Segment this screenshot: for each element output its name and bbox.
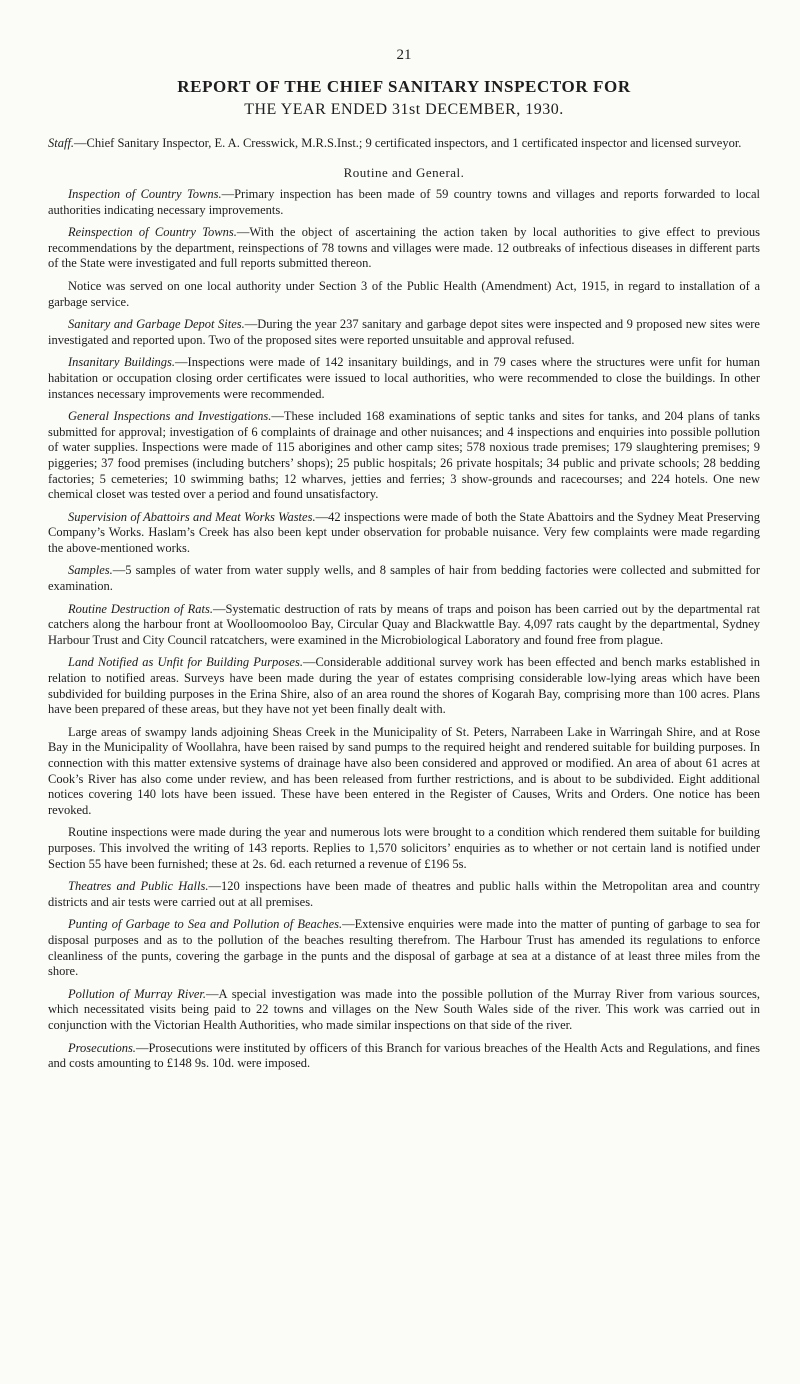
page-number: 21 xyxy=(396,47,412,63)
paragraph-heading: Reinspection of Country Towns. xyxy=(68,225,237,240)
paragraph-heading: Prosecutions. xyxy=(68,1040,136,1055)
report-paragraph xyxy=(48,279,760,310)
report-paragraph xyxy=(48,825,760,872)
paragraph-text: —With the object of ascertaining the action taken by local authorities to give effect to previous recommendations by the department, reinspections of 78 towns and villages were made. 12 outbreaks of infectious diseases in different parts of the State were investigated and full reports submitted thereon. xyxy=(48,225,761,271)
staff-text: —Chief Sanitary Inspector, E. A. Cresswick, M.R.S.Inst.; 9 certificated inspectors, and 1 certificated inspector and licensed surveyor. xyxy=(74,136,742,150)
paragraph-text: —Extensive enquiries were made into the matter of punting of garbage to sea for disposal purposes and as to the pollution of the beaches resulting therefrom. The Harbour Trust has amended its regulations to enforce cleanliness of the punts, covering the garbage in the punts and the disposal of garbage at sea at a distance of at least three miles from the shore. xyxy=(48,917,760,979)
paragraph-text: —5 samples of water from water supply wells, and 8 samples of hair from bedding factories were collected and submitted for examination. xyxy=(48,563,760,594)
paragraph-text: —Systematic destruction of rats by means of traps and poison has been carried out by the departmental rat catchers along the harbour front at Woolloomooloo Bay, Circular Quay and Blackwattle Bay. 4,097 rats caught by the departmental, Sydney Harbour Trust and City Council ratcatchers, were examined in the Microbiological Laboratory and found free from plague. xyxy=(48,601,760,647)
report-paragraph xyxy=(48,1041,760,1072)
paragraph-text: —Primary inspection has been made of 59 country towns and villages and reports forwarded to local authorities indicating necessary improvements. xyxy=(48,187,760,217)
paragraph-text: —Considerable additional survey work has been effected and bench marks established in relation to notified areas. Surveys have been made during the year of estates comprising considerable low-lying areas which have been subdivided for building purposes in the Erina Shire, also of an area round the shores of Kogarah Bay, comprising more than 100 acres. Plans have been prepared of these areas, but they have not yet been finally dealt with. xyxy=(48,655,760,717)
paragraph-heading: Inspection of Country Towns. xyxy=(68,187,222,201)
paragraph-text: —Prosecutions were instituted by officers of this Branch for various breaches of the Health Acts and Regulations, and fines and costs amounting to £148 9s. 10d. were imposed. xyxy=(48,1040,760,1071)
report-paragraph xyxy=(48,987,760,1034)
report-paragraph xyxy=(48,879,760,910)
report-paragraph xyxy=(48,655,760,717)
report-body xyxy=(48,187,760,1072)
paragraph-text: —Inspections were made of 142 insanitary buildings, and in 79 cases where the structures were unfit for human habitation or occupation closing order certificates were issued to local authorities, who were recommended to close the buildings. In other instances necessary improvements were recommended. xyxy=(48,355,760,401)
report-paragraph xyxy=(48,355,760,402)
paragraph-text: Notice was served on one local authority under Section 3 of the Public Health (Amendment) Act, 1915, in regard to installation of a garbage service. xyxy=(48,278,760,309)
paragraph-heading: Supervision of Abattoirs and Meat Works Wastes. xyxy=(68,509,316,524)
paragraph-text: Routine inspections were made during the year and numerous lots were brought to a condition which rendered them suitable for building purposes. This involved the writing of 143 reports. Replies to 1,570 solicitors’ enquiries as to whether or not certain land is notified under Section 55 have been furnished; these at 2s. 6d. each returned a revenue of £196 5s. xyxy=(48,825,760,871)
paragraph-heading: General Inspections and Investigations. xyxy=(68,409,272,424)
paragraph-heading: Samples. xyxy=(68,563,113,578)
paragraph-text: —A special investigation was made into the possible pollution of the Murray River from various sources, which necessitated visits being paid to 22 towns and villages on the New South Wales side of the river. This work was carried out in conjunction with the Victorian Health Authorities, who made similar inspections on that side of the river. xyxy=(48,986,761,1032)
report-paragraph xyxy=(48,317,760,348)
staff-paragraph xyxy=(48,135,760,151)
paragraph-heading: Land Notified as Unfit for Building Purposes. xyxy=(68,655,303,670)
report-subtitle: THE YEAR ENDED 31st DECEMBER, 1930. xyxy=(244,101,564,118)
report-paragraph xyxy=(48,510,760,557)
paragraph-text: —These included 168 examinations of septic tanks and sites for tanks, and 204 plans of tanks submitted for approval; investigation of 6 complaints of drainage and other nuisances; and 4 inspections and enquiries into possible pollution of water supplies. Inspections were made of 115 aborigines and other camp sites; 578 noxious trade premises; 179 slaughtering premises; 9 piggeries; 37 food premises (including butchers’ shops); 25 public hospitals; 26 private hospitals; 34 public and private schools; 28 bedding factories; 5 cemeteries; 10 swimming baths; 12 wharves, jetties and ferries; 3 show-grounds and racecourses; and 224 hotels. One new chemical closet was tested over a period and found unsatisfactory. xyxy=(48,409,760,502)
report-paragraph xyxy=(48,409,760,503)
section-heading: Routine and General. xyxy=(343,165,465,180)
report-paragraph xyxy=(48,602,760,649)
paragraph-heading: Sanitary and Garbage Depot Sites. xyxy=(68,317,245,332)
paragraph-heading: Pollution of Murray River. xyxy=(68,986,207,1001)
report-paragraph xyxy=(48,917,760,979)
paragraph-text: —42 inspections were made of both the State Abattoirs and the Sydney Meat Preserving Company’s Works. Haslam’s Creek has also been kept under observation for probable nuisance. Very few complaints were made regarding the above-mentioned works. xyxy=(48,509,760,555)
report-paragraph xyxy=(48,563,760,594)
report-paragraph xyxy=(48,225,760,272)
paragraph-text: —During the year 237 sanitary and garbage depot sites were inspected and 9 proposed new sites were investigated and reported upon. Two of the proposed sites were reported unsuitable and approval refused. xyxy=(48,317,760,347)
staff-lead: Staff. xyxy=(48,136,75,150)
report-paragraph xyxy=(48,725,760,819)
report-title: REPORT OF THE CHIEF SANITARY INSPECTOR FOR xyxy=(177,77,631,96)
paragraph-heading: Insanitary Buildings. xyxy=(68,355,176,370)
paragraph-text: Large areas of swampy lands adjoining Sheas Creek in the Municipality of St. Peters, Narrabeen Lake in Warringah Shire, and at Rose Bay in the Municipality of Woollahra, have been raised by sand pumps to the required height and rendered suitable for building purposes. In connection with this matter extensive systems of drainage have also been considered and approved or modified. An area of about 61 acres at Cook’s River has also come under review, and has been released from further restrictions, and is about to be subdivided. Eight additional notices covering 140 lots have been issued. These have been entered in the Register of Causes, Writs and Orders. One notice has been revoked. xyxy=(48,724,760,817)
report-paragraph xyxy=(48,187,760,218)
paragraph-heading: Punting of Garbage to Sea and Pollution of Beaches. xyxy=(68,917,343,932)
paragraph-heading: Routine Destruction of Rats. xyxy=(68,601,213,616)
paragraph-heading: Theatres and Public Halls. xyxy=(68,879,209,894)
paragraph-text: —120 inspections have been made of theatres and public halls within the Metropolitan area and country districts and air tests were carried out at all premises. xyxy=(48,879,760,909)
